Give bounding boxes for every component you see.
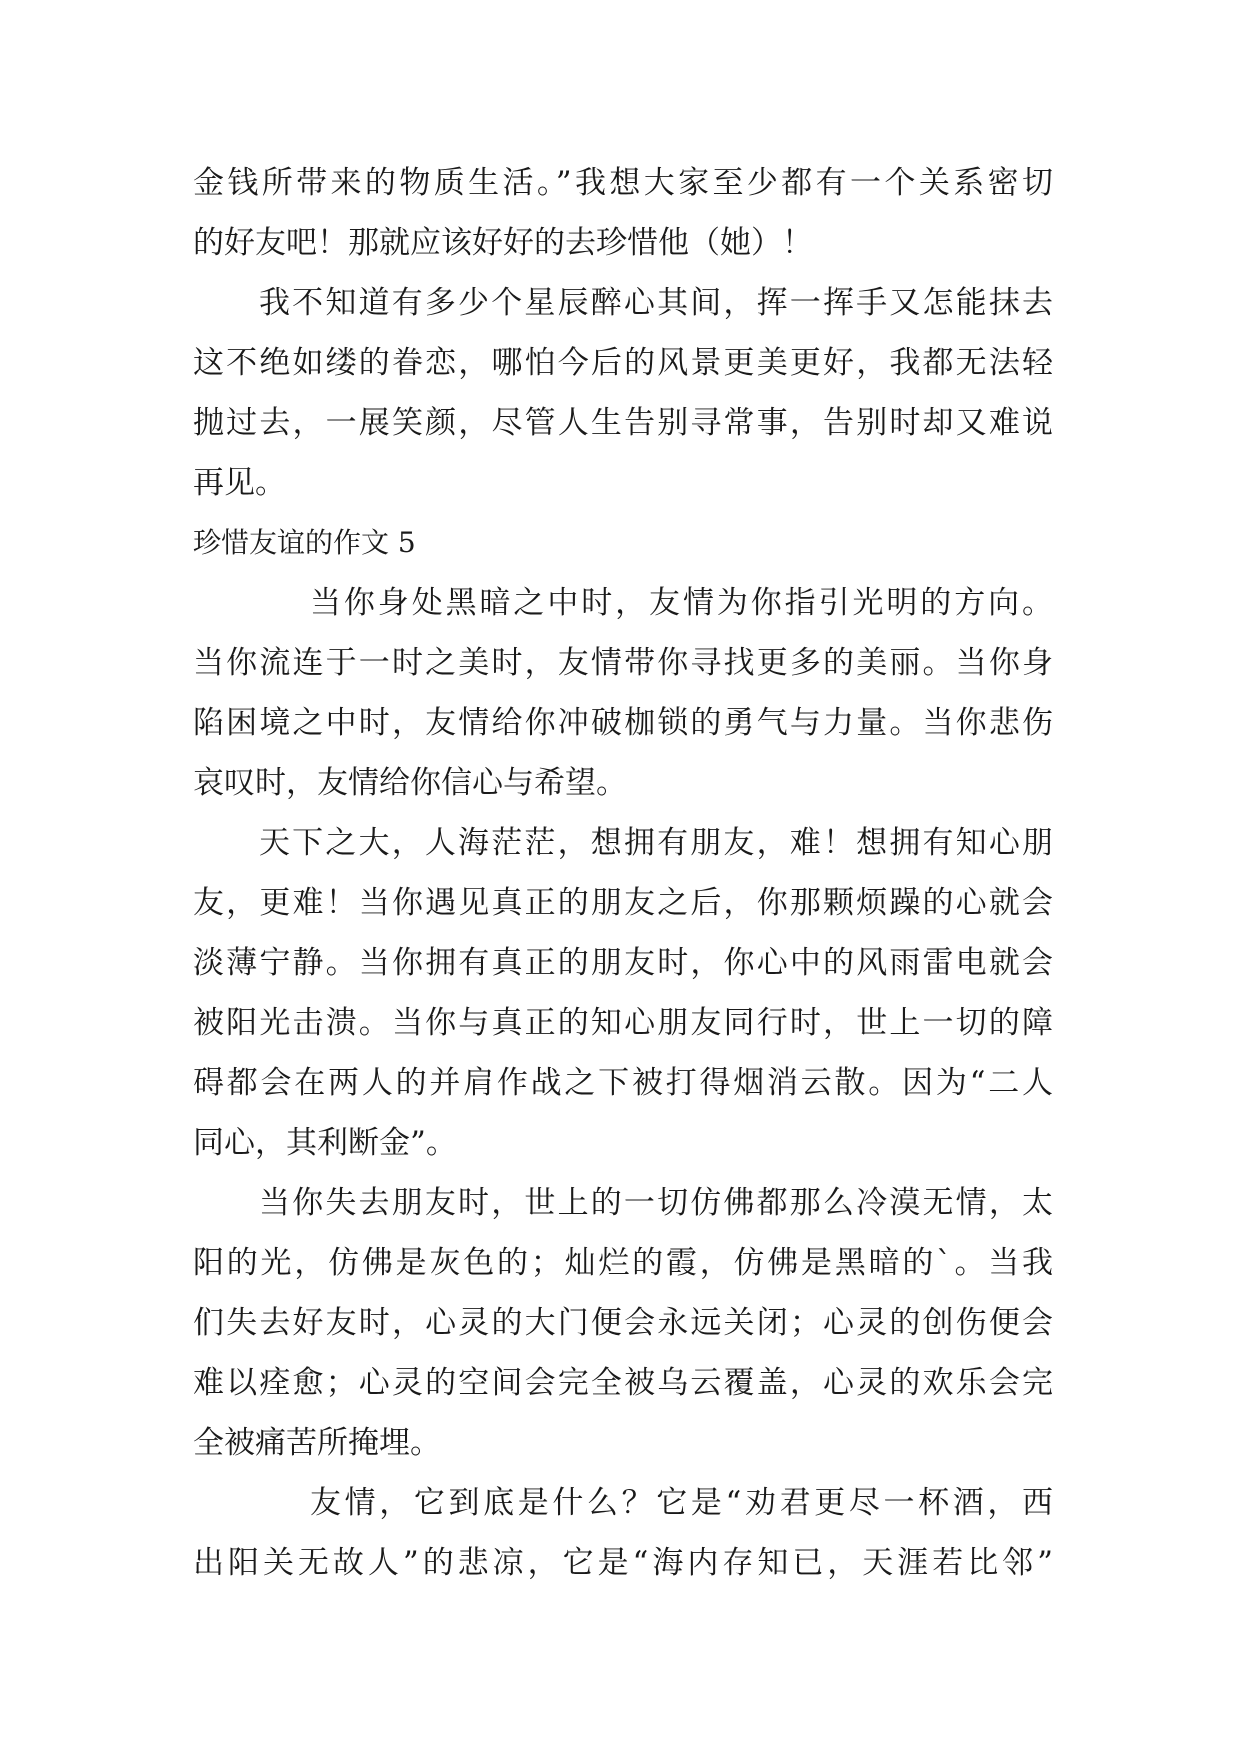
text-line: 淡薄宁静。当你拥有真正的朋友时，你心中的风雨雷电就会 — [193, 945, 1053, 981]
text-line: 的好友吧！那就应该好好的去珍惜他（她）！ — [193, 225, 813, 261]
text-line: 哀叹时，友情给你信心与希望。 — [193, 765, 627, 801]
text-line: 被阳光击溃。当你与真正的知心朋友同行时，世上一切的障 — [193, 1005, 1053, 1041]
text-line: 当你身处黑暗之中时，友情为你指引光明的方向。 — [310, 585, 1053, 621]
section-heading: 珍惜友谊的作文 5 — [193, 526, 416, 559]
text-line: 陷困境之中时，友情给你冲破枷锁的勇气与力量。当你悲伤 — [193, 705, 1053, 741]
text-line: 们失去好友时，心灵的大门便会永远关闭；心灵的创伤便会 — [193, 1305, 1053, 1341]
text-line: 这不绝如缕的眷恋，哪怕今后的风景更美更好，我都无法轻 — [193, 345, 1053, 381]
text-line: 抛过去，一展笑颜，尽管人生告别寻常事，告别时却又难说 — [193, 405, 1053, 441]
text-line: 金钱所带来的物质生活。”我想大家至少都有一个关系密切 — [193, 165, 1053, 201]
text-line: 再见。 — [193, 465, 286, 501]
text-line: 难以痊愈；心灵的空间会完全被乌云覆盖，心灵的欢乐会完 — [193, 1365, 1053, 1401]
text-line: 阳的光，仿佛是灰色的；灿烂的霞，仿佛是黑暗的`。当我 — [193, 1245, 1053, 1281]
text-line: 同心，其利断金”。 — [193, 1125, 457, 1161]
text-line: 当你失去朋友时，世上的一切仿佛都那么冷漠无情，太 — [259, 1185, 1053, 1221]
text-line: 我不知道有多少个星辰醉心其间，挥一挥手又怎能抹去 — [259, 285, 1053, 321]
text-line: 友，更难！当你遇见真正的朋友之后，你那颗烦躁的心就会 — [193, 885, 1053, 921]
text-line: 天下之大，人海茫茫，想拥有朋友，难！想拥有知心朋 — [259, 825, 1053, 861]
text-line: 友情，它到底是什么？它是“劝君更尽一杯酒，西 — [310, 1485, 1053, 1521]
text-line: 碍都会在两人的并肩作战之下被打得烟消云散。因为“二人 — [193, 1065, 1053, 1101]
text-line: 当你流连于一时之美时，友情带你寻找更多的美丽。当你身 — [193, 645, 1053, 681]
text-line: 出阳关无故人”的悲凉，它是“海内存知已，天涯若比邻” — [193, 1545, 1053, 1581]
text-line: 全被痛苦所掩埋。 — [193, 1425, 441, 1461]
